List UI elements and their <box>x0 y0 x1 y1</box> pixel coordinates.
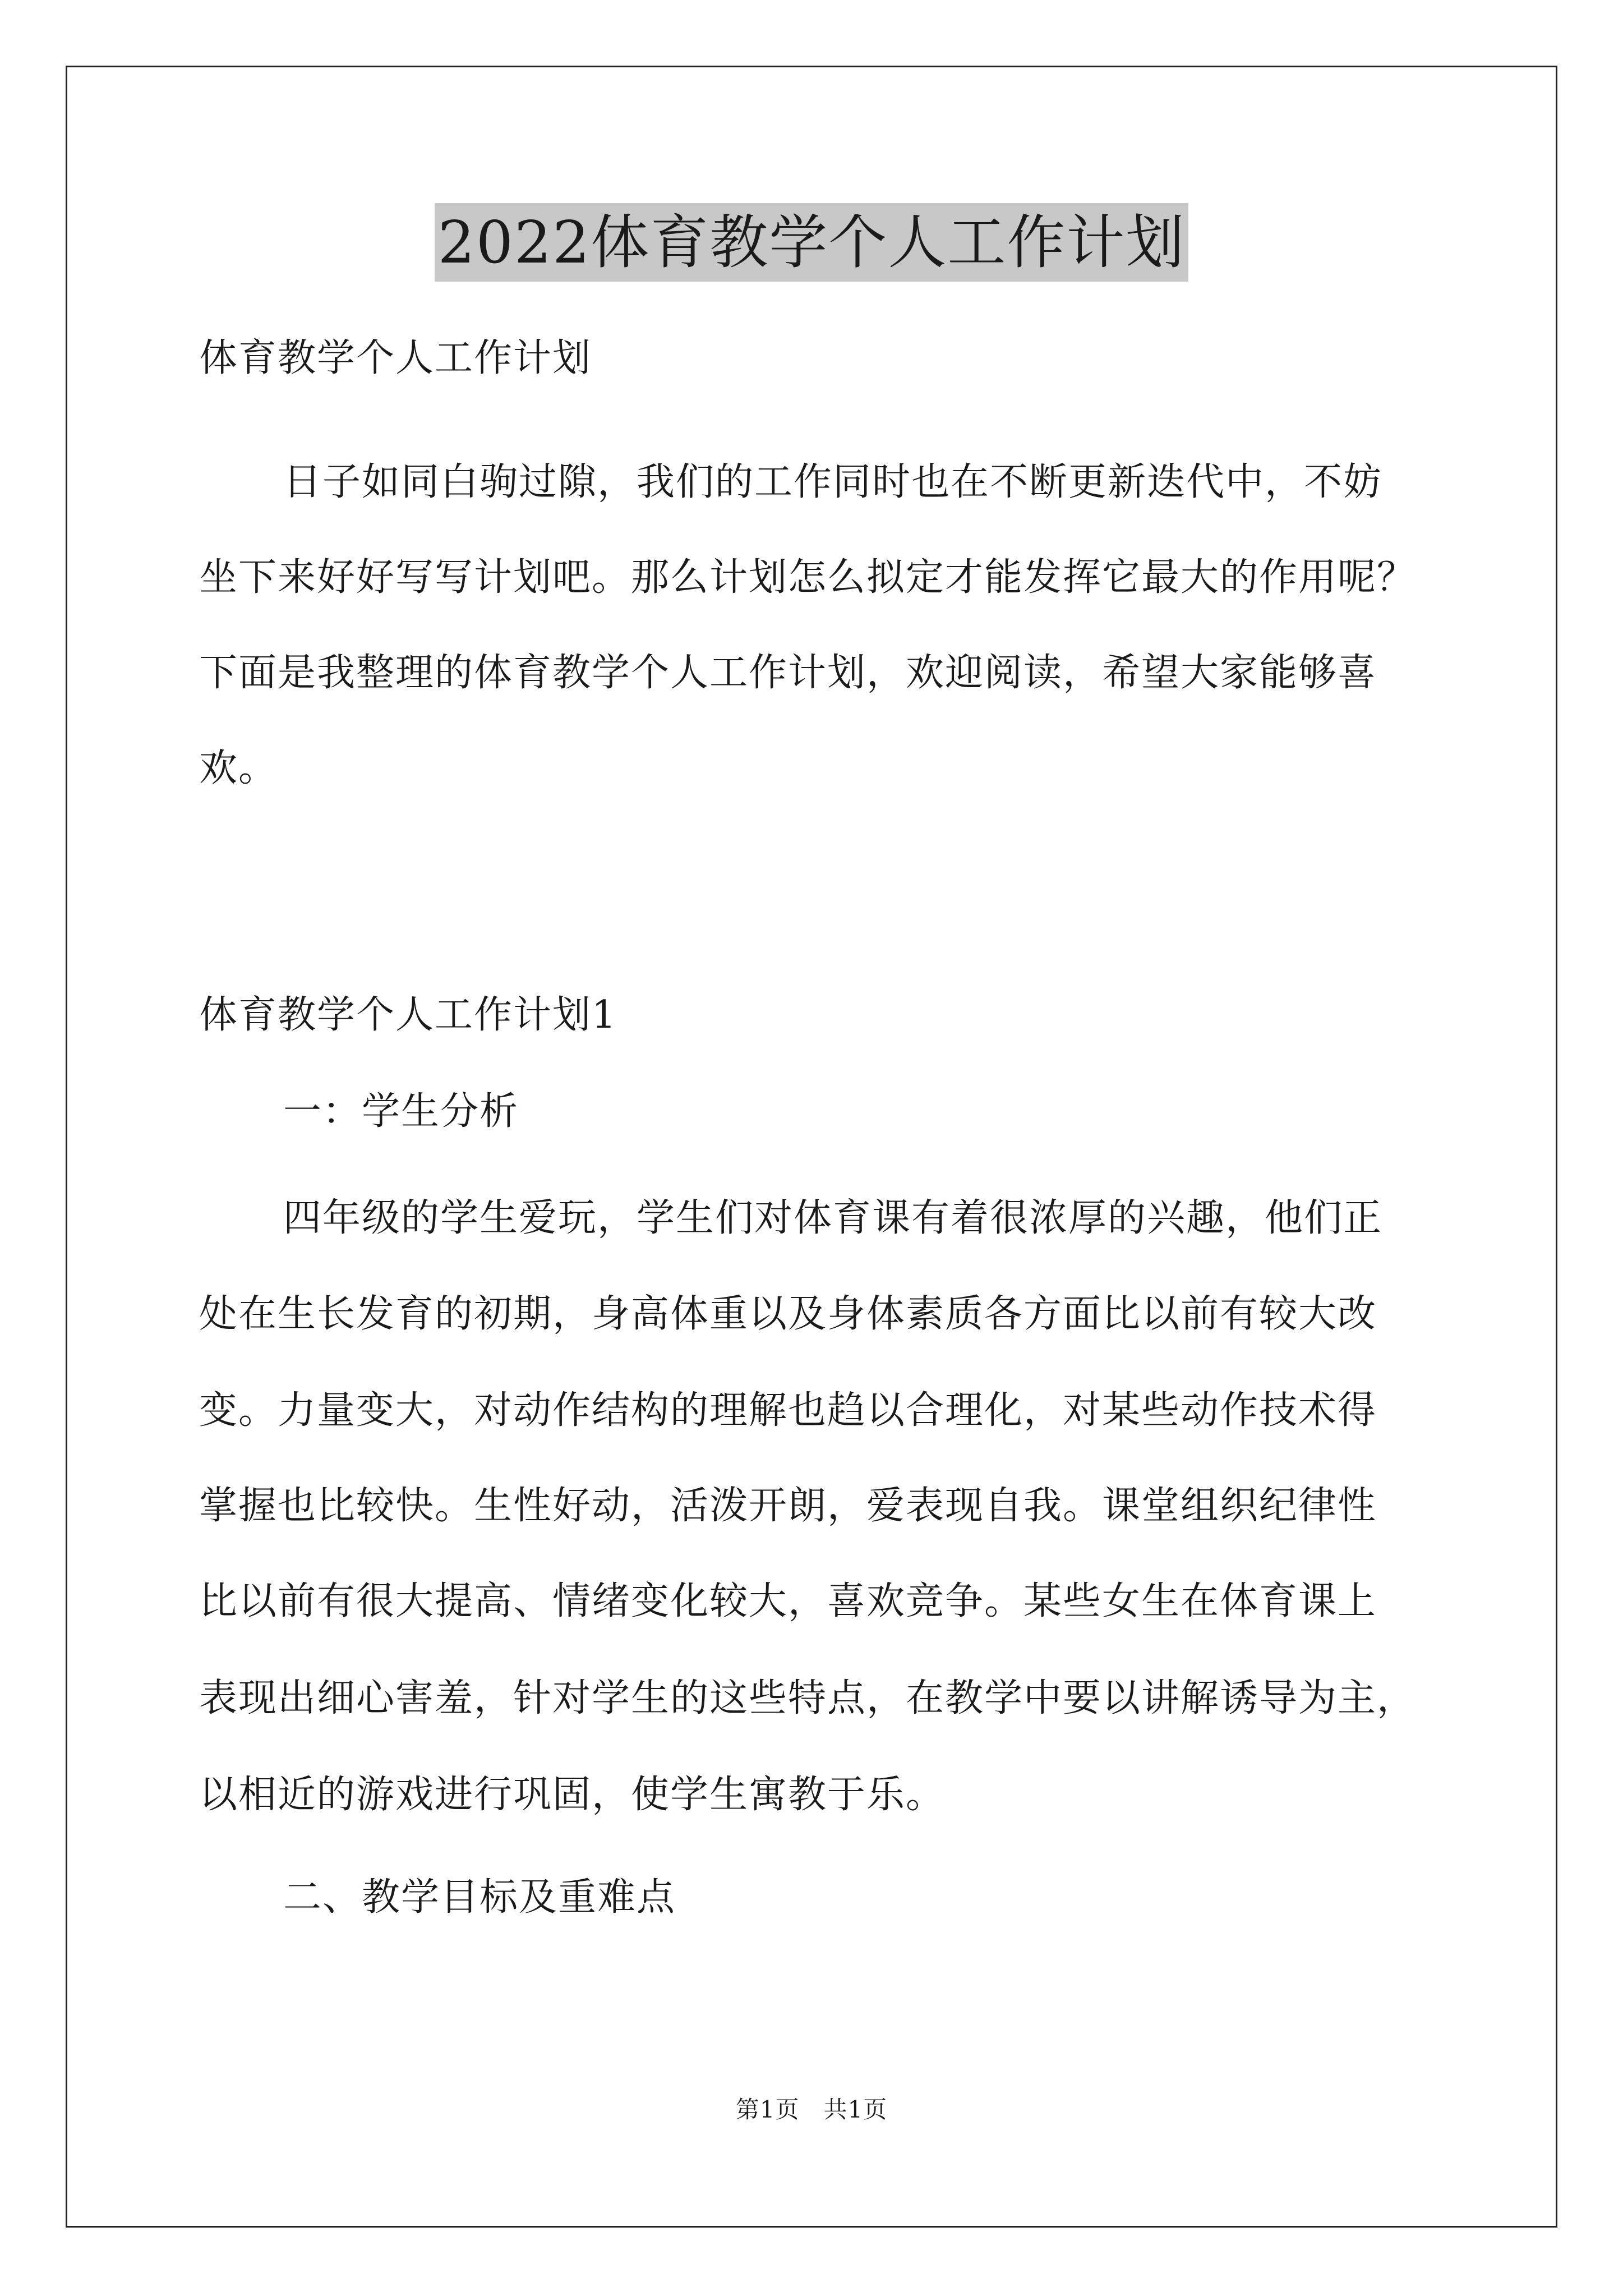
paragraph-line: 以相近的游戏进行巩固，使学生寓教于乐。 <box>199 1773 946 1817</box>
document-title: 2022体育教学个人工作计划 <box>435 203 1189 282</box>
paragraph-line: 变。力量变大，对动作结构的理解也趋以合理化，对某些动作技术得 <box>199 1388 1377 1433</box>
subsection-heading: 一：学生分析 <box>283 1089 519 1134</box>
page-number-footer: 第1页 共1页 <box>735 2096 888 2123</box>
paragraph-line: 下面是我整理的体育教学个人工作计划，欢迎阅读，希望大家能够喜 <box>199 651 1377 695</box>
paragraph-line: 日子如同白驹过隙，我们的工作同时也在不断更新迭代中，不妨 <box>283 460 1383 504</box>
subsection-heading: 二、教学目标及重难点 <box>283 1875 676 1920</box>
paragraph-line: 比以前有很大提高、情绪变化较大，喜欢竞争。某些女生在体育课上 <box>199 1579 1377 1623</box>
paragraph-line: 坐下来好好写写计划吧。那么计划怎么拟定才能发挥它最大的作用呢？ <box>199 555 1417 600</box>
paragraph-line: 处在生长发育的初期，身高体重以及身体素质各方面比以前有较大改 <box>199 1292 1377 1336</box>
section-heading: 体育教学个人工作计划 <box>199 336 592 380</box>
section-heading: 体育教学个人工作计划1 <box>199 993 617 1037</box>
paragraph-line: 四年级的学生爱玩，学生们对体育课有着很浓厚的兴趣，他们正 <box>283 1196 1383 1240</box>
paragraph-line: 表现出细心害羞，针对学生的这些特点，在教学中要以讲解诱导为主， <box>199 1676 1417 1720</box>
paragraph-line: 掌握也比较快。生性好动，活泼开朗，爱表现自我。课堂组织纪律性 <box>199 1484 1377 1528</box>
paragraph-line: 欢。 <box>199 746 278 790</box>
title-container <box>0 203 1623 282</box>
